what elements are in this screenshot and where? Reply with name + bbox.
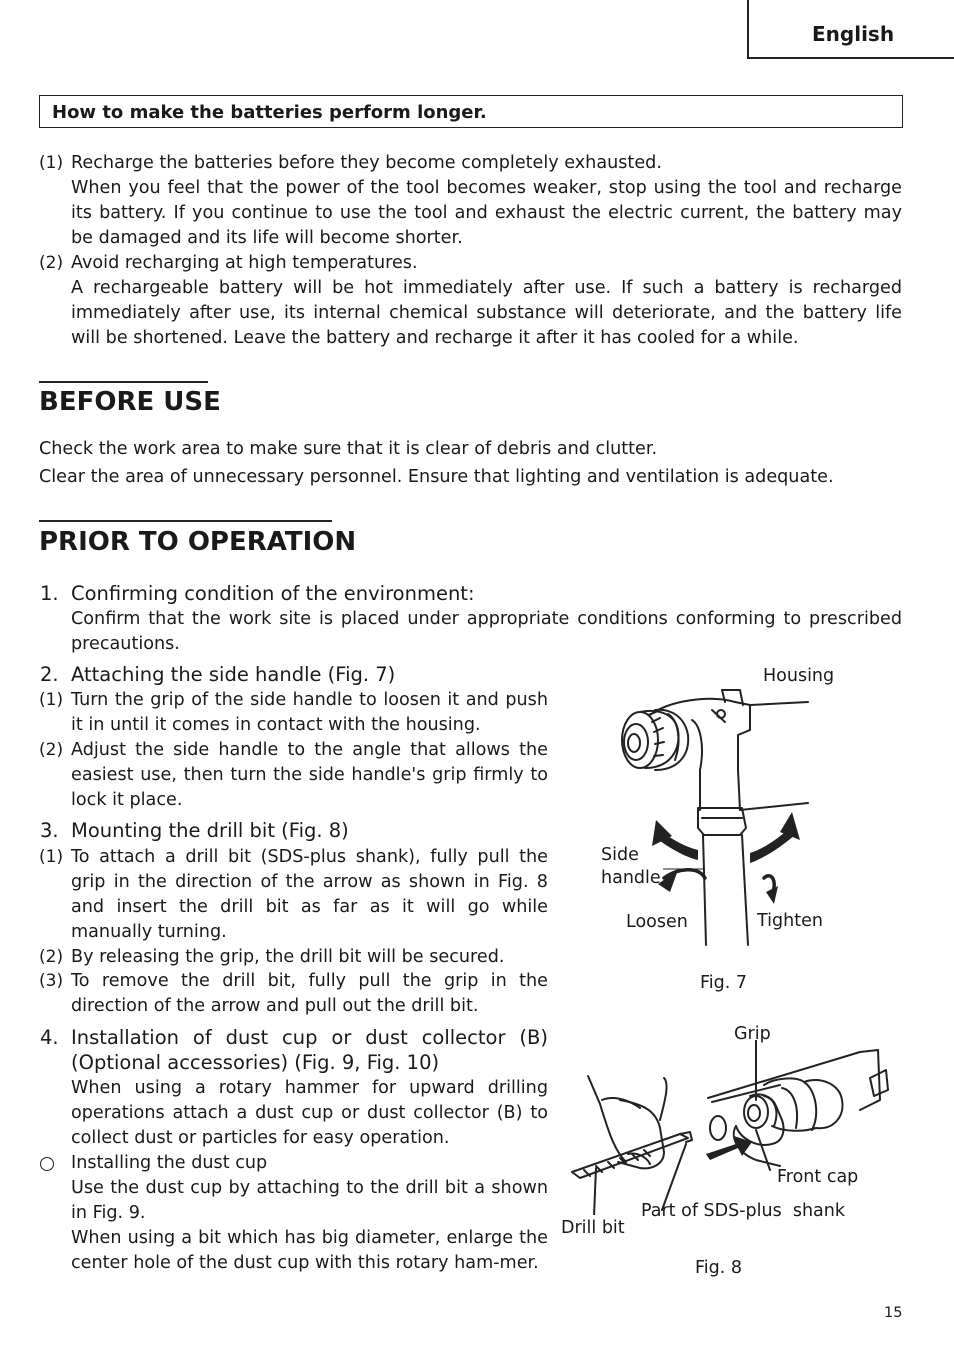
- fig7-side-label: Side: [601, 845, 639, 865]
- section-3-item-2: By releasing the grip, the drill bit will be secured.: [71, 947, 505, 967]
- fig8-grip-label: Grip: [734, 1024, 771, 1044]
- section-2-number: 2.: [40, 663, 59, 686]
- section-3-item-3-number: (3): [39, 971, 64, 991]
- section-4-title: Installation of dust cup or dust collector (B) (Optional accessories) (Fig. 9, Fig. 10): [71, 1026, 548, 1074]
- tip-item-heading-2: Avoid recharging at high temperatures.: [71, 253, 418, 273]
- tip-item-number-1: (1): [39, 153, 64, 173]
- section-3-item-2-number: (2): [39, 947, 64, 967]
- section-2-item-1-number: (1): [39, 690, 64, 710]
- dust-cup-body-1: Use the dust cup by attaching to the drill bit a shown in Fig. 9.: [71, 1178, 548, 1223]
- before-use-line-1: Check the work area to make sure that it is clear of debris and clutter.: [39, 439, 658, 459]
- section-2-item-2-number: (2): [39, 740, 64, 760]
- fig7-handle-label: handle: [601, 868, 661, 888]
- tip-item-body-1: When you feel that the power of the tool becomes weaker, stop using the tool and recharge its battery. If you continue to use the tool and exhaust the electric current, the battery may be damaged and its life will become shorter.: [71, 178, 902, 248]
- tip-item-heading-1: Recharge the batteries before they become completely exhausted.: [71, 153, 662, 173]
- before-use-line-2: Clear the area of unnecessary personnel. Ensure that lighting and ventilation is adequate.: [39, 467, 834, 487]
- before-use-heading: BEFORE USE: [39, 387, 221, 417]
- fig8-caption: Fig. 8: [695, 1258, 743, 1278]
- fig8-drill-bit-illustration: [560, 1040, 890, 1215]
- fig8-sds-shank-label: Part of SDS-plus shank: [641, 1201, 846, 1221]
- tip-item-body-2: A rechargeable battery will be hot immediately after use. If such a battery is recharged immediately after use, its internal chemical substance will deteriorate, and the battery life will be shortened. Leave the battery and recharge it after it has cooled for a while.: [71, 278, 902, 348]
- language-label: English: [812, 22, 895, 46]
- bullet-circle-icon: [40, 1157, 54, 1171]
- tip-item-number-2: (2): [39, 253, 64, 273]
- section-3-item-1: To attach a drill bit (SDS-plus shank), fully pull the grip in the direction of the arrow as shown in Fig. 8 and insert the drill bit as far as it will go while manually turning.: [71, 847, 548, 942]
- section-1-body: Confirm that the work site is placed under appropriate conditions conforming to prescribed precautions.: [71, 609, 902, 654]
- section-4-body: When using a rotary hammer for upward drilling operations attach a dust cup or dust collector (B) to collect dust or particles for easy operation.: [71, 1078, 548, 1148]
- prior-heading-rule: [39, 520, 332, 522]
- section-3-title: Mounting the drill bit (Fig. 8): [71, 819, 349, 842]
- prior-heading: PRIOR TO OPERATION: [39, 527, 357, 557]
- dust-cup-body-2: When using a bit which has big diameter, enlarge the center hole of the dust cup with this rotary ham-mer.: [71, 1228, 548, 1273]
- page-number: 15: [884, 1305, 903, 1321]
- fig7-caption: Fig. 7: [700, 973, 748, 993]
- before-use-rule: [39, 381, 208, 383]
- section-4-number: 4.: [40, 1026, 59, 1049]
- section-2-title: Attaching the side handle (Fig. 7): [71, 663, 396, 686]
- section-3-item-1-number: (1): [39, 847, 64, 867]
- section-3-number: 3.: [40, 819, 59, 842]
- section-1-number: 1.: [40, 582, 59, 605]
- language-tab: [747, 0, 954, 59]
- fig7-loosen-label: Loosen: [626, 912, 688, 932]
- fig7-housing-label: Housing: [763, 666, 835, 686]
- dust-cup-subtitle: Installing the dust cup: [71, 1153, 268, 1173]
- section-1-title: Confirming condition of the environment:: [71, 582, 475, 605]
- fig8-front-cap-label: Front cap: [777, 1167, 859, 1187]
- section-2-item-1: Turn the grip of the side handle to loosen it and push it in until it comes in contact with the housing.: [71, 690, 548, 735]
- battery-tip-box: [39, 95, 903, 128]
- section-3-item-3: To remove the drill bit, fully pull the grip in the direction of the arrow and pull out the drill bit.: [71, 971, 548, 1016]
- battery-tip-title: How to make the batteries perform longer.: [52, 102, 487, 123]
- section-2-item-2: Adjust the side handle to the angle that allows the easiest use, then turn the side handle's grip firmly to lock it place.: [71, 740, 548, 810]
- fig7-tighten-label: Tighten: [757, 911, 823, 931]
- fig8-drill-bit-label: Drill bit: [561, 1218, 625, 1238]
